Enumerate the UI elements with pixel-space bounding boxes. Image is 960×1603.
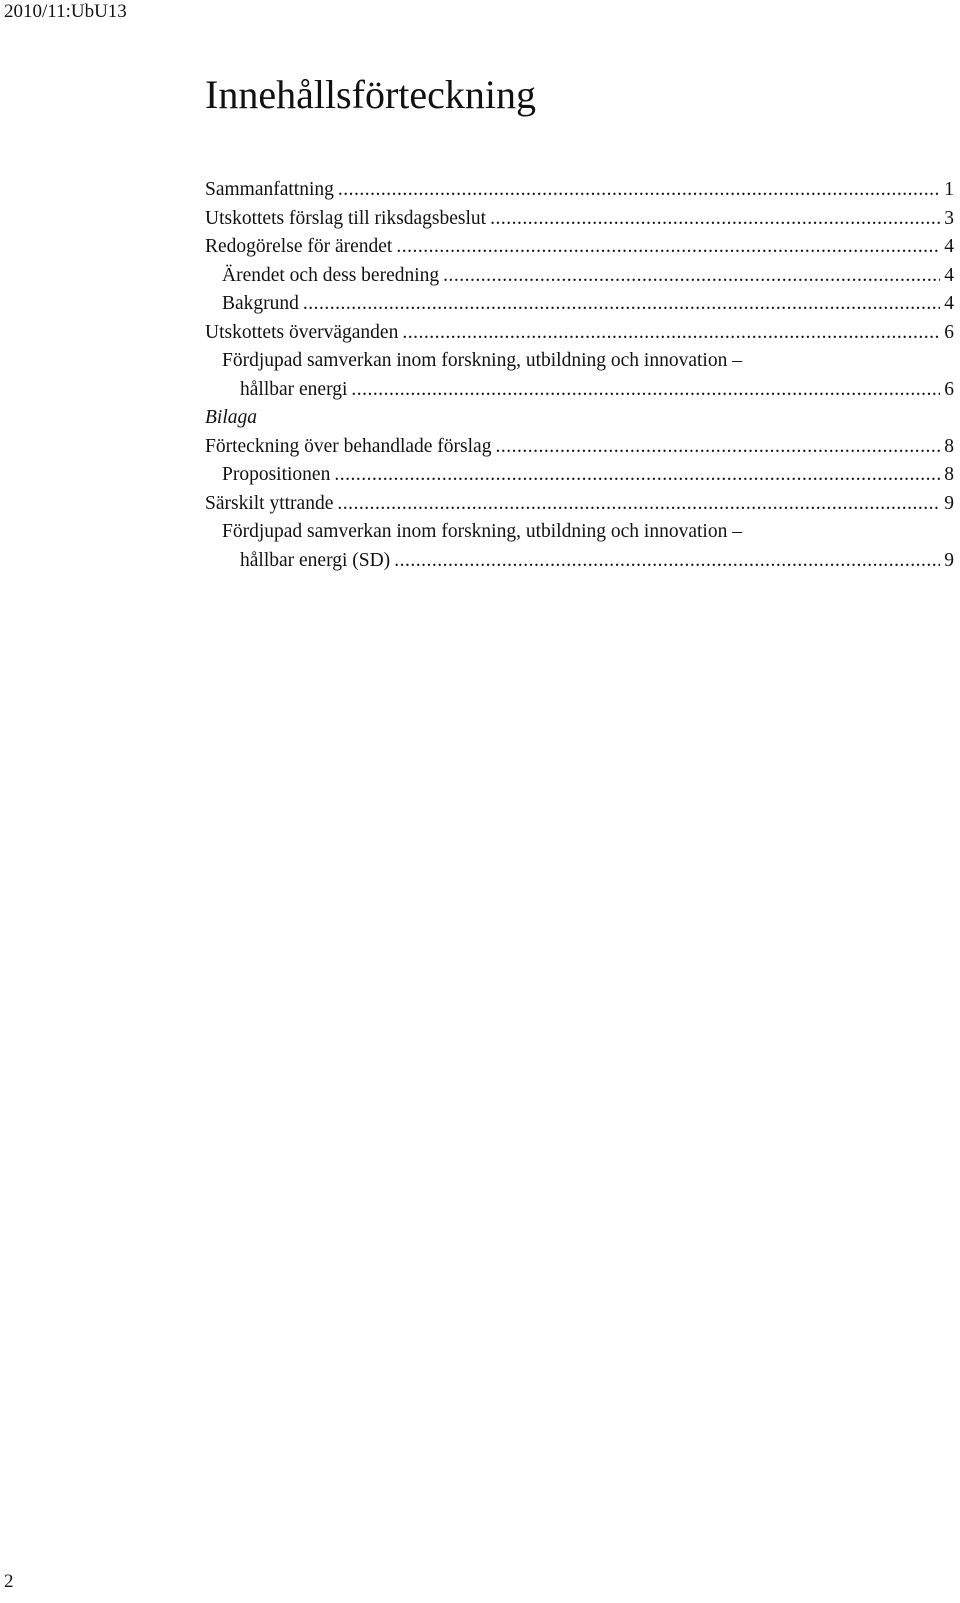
toc-entry-propositionen[interactable]: [205, 461, 954, 490]
toc-entry-bakgrund[interactable]: [205, 290, 954, 319]
toc-page-number: 4: [944, 264, 954, 286]
toc-dot-leader: [337, 490, 940, 519]
toc-dot-leader: [443, 262, 940, 291]
document-id: 2010/11:UbU13: [4, 1, 127, 22]
toc-page-number: 3: [944, 207, 954, 229]
toc-dot-leader: [490, 205, 940, 234]
toc-entry-text: Sammanfattning: [205, 179, 334, 200]
toc-dot-leader: [351, 376, 940, 405]
toc-page-number: 4: [944, 293, 954, 314]
toc-page-number: 6: [944, 321, 954, 343]
toc-page-number: 8: [944, 464, 954, 485]
page-title: Innehållsförteckning: [205, 72, 536, 117]
toc-entry-text: Bakgrund: [222, 293, 299, 314]
toc-page-number: 1: [944, 179, 954, 200]
toc-heading-text: Bilaga: [205, 407, 257, 428]
toc-entry-sammanfattning[interactable]: [205, 176, 954, 205]
page-number: 2: [4, 1571, 14, 1592]
toc-entry-text: Ärendet och dess beredning: [222, 264, 440, 286]
toc-page-number: 4: [944, 236, 954, 257]
toc-entry-overvaganden[interactable]: [205, 319, 954, 348]
toc-entry-text: Utskottets förslag till riksdagsbeslut: [205, 207, 487, 229]
toc-page-number: 9: [944, 492, 954, 514]
toc-entry-utskottets-forslag[interactable]: [205, 205, 954, 234]
toc-entry-text: Förteckning över behandlade förslag: [205, 435, 492, 457]
toc-entry-text: hållbar energi (SD): [240, 549, 391, 571]
toc-dot-leader: [402, 319, 940, 348]
toc-entry-fordjupad-samverkan-line2[interactable]: [205, 376, 954, 405]
toc-dot-leader: [334, 461, 940, 490]
toc-entry-text: Redogörelse för ärendet: [205, 236, 393, 257]
toc-page-number: 9: [944, 549, 954, 571]
toc-entry-fordjupad-samverkan-sd-line2[interactable]: [205, 547, 954, 576]
toc-page-number: 6: [944, 378, 954, 400]
toc-entry-text: Fördjupad samverkan inom forskning, utbildning och innovation –: [222, 350, 742, 371]
toc-dot-leader: [495, 433, 940, 462]
toc-dot-leader: [338, 176, 940, 205]
toc-heading-bilaga: [205, 404, 954, 433]
toc-entry-text: hållbar energi: [240, 378, 348, 400]
table-of-contents: [205, 176, 954, 575]
toc-entry-text: Propositionen: [222, 464, 331, 485]
toc-dot-leader: [394, 547, 940, 576]
toc-entry-text: Utskottets överväganden: [205, 321, 399, 343]
toc-entry-sarskilt-yttrande[interactable]: [205, 490, 954, 519]
toc-dot-leader: [396, 233, 940, 262]
toc-entry-text: Särskilt yttrande: [205, 492, 334, 514]
toc-entry-fordjupad-samverkan-line1[interactable]: [205, 347, 954, 376]
toc-entry-redogorelse[interactable]: [205, 233, 954, 262]
toc-page-number: 8: [944, 435, 954, 457]
toc-entry-forteckning[interactable]: [205, 433, 954, 462]
toc-dot-leader: [303, 290, 940, 319]
toc-entry-fordjupad-samverkan-sd-line1[interactable]: [205, 518, 954, 547]
toc-entry-arendet[interactable]: [205, 262, 954, 291]
toc-entry-text: Fördjupad samverkan inom forskning, utbildning och innovation –: [222, 521, 742, 542]
